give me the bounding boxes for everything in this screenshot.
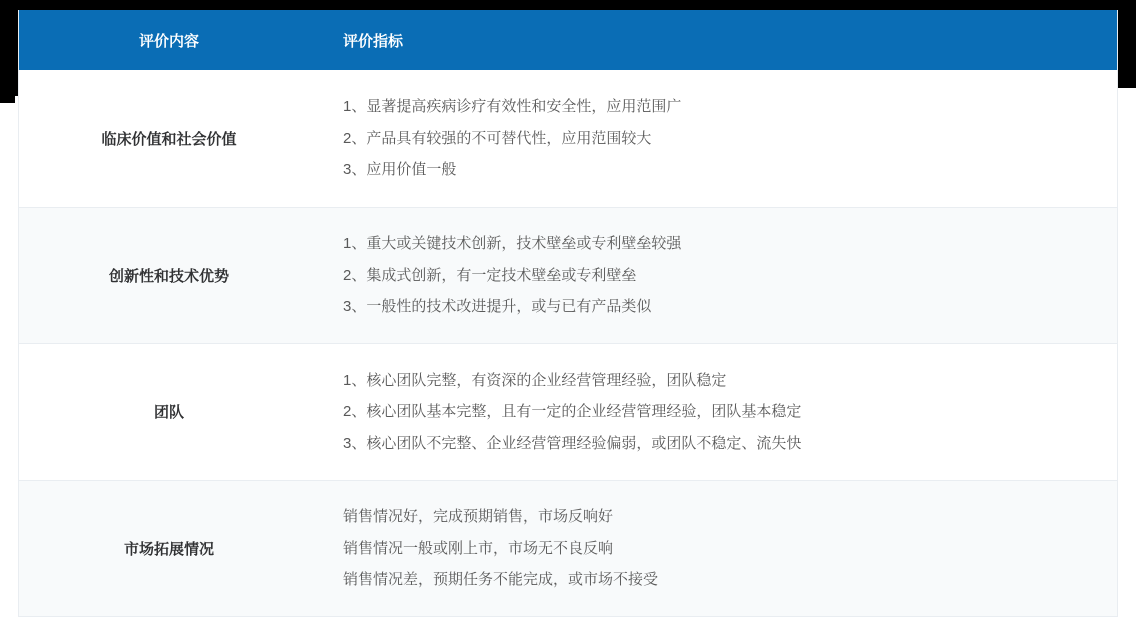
criteria-cell [319,208,1117,344]
criteria-line: 销售情况一般或刚上市，市场无不良反响 [343,539,614,557]
table-row [19,480,1117,617]
criteria-cell [319,70,1117,207]
header-cell-evaluation-indicator: 评价指标 [343,32,404,50]
letterbox-top-left-block [0,0,19,96]
criteria-line: 2、集成式创新，有一定技术壁垒或专利壁垒 [343,266,637,284]
category-cell: 临床价值和社会价值 [101,130,237,148]
criteria-line: 2、核心团队基本完整，且有一定的企业经营管理经验，团队基本稳定 [343,403,802,420]
category-cell: 市场拓展情况 [123,540,214,558]
criteria-cell [319,344,1117,480]
criteria-line: 1、显著提高疾病诊疗有效性和安全性，应用范围广 [343,98,682,115]
criteria-line: 1、重大或关键技术创新，技术壁垒或专利壁垒较强 [343,235,682,252]
criteria-line: 3、核心团队不完整、企业经营管理经验偏弱，或团队不稳定、流失快 [343,434,802,452]
table-row [19,343,1117,480]
letterbox-top-left-step [0,96,15,103]
table-row [19,70,1117,207]
table-body [19,70,1117,616]
criteria-line: 1、核心团队完整，有资深的企业经营管理经验，团队稳定 [343,371,727,389]
evaluation-criteria-table [18,10,1118,617]
criteria-line: 销售情况差，预期任务不能完成，或市场不接受 [343,571,659,588]
letterbox-top-bar [0,0,1136,10]
criteria-line: 销售情况好，完成预期销售，市场反响好 [343,508,614,525]
table-row [19,207,1117,344]
category-cell: 团队 [153,404,184,422]
criteria-cell [319,481,1117,617]
criteria-line: 3、应用价值一般 [343,161,457,178]
letterbox-top-right-block [1118,0,1136,88]
table-header-row [19,10,1117,70]
criteria-line: 2、产品具有较强的不可替代性，应用范围较大 [343,129,652,147]
category-cell: 创新性和技术优势 [108,267,229,285]
header-cell-evaluation-content: 评价内容 [138,32,199,50]
criteria-line: 3、一般性的技术改进提升，或与已有产品类似 [343,298,652,315]
